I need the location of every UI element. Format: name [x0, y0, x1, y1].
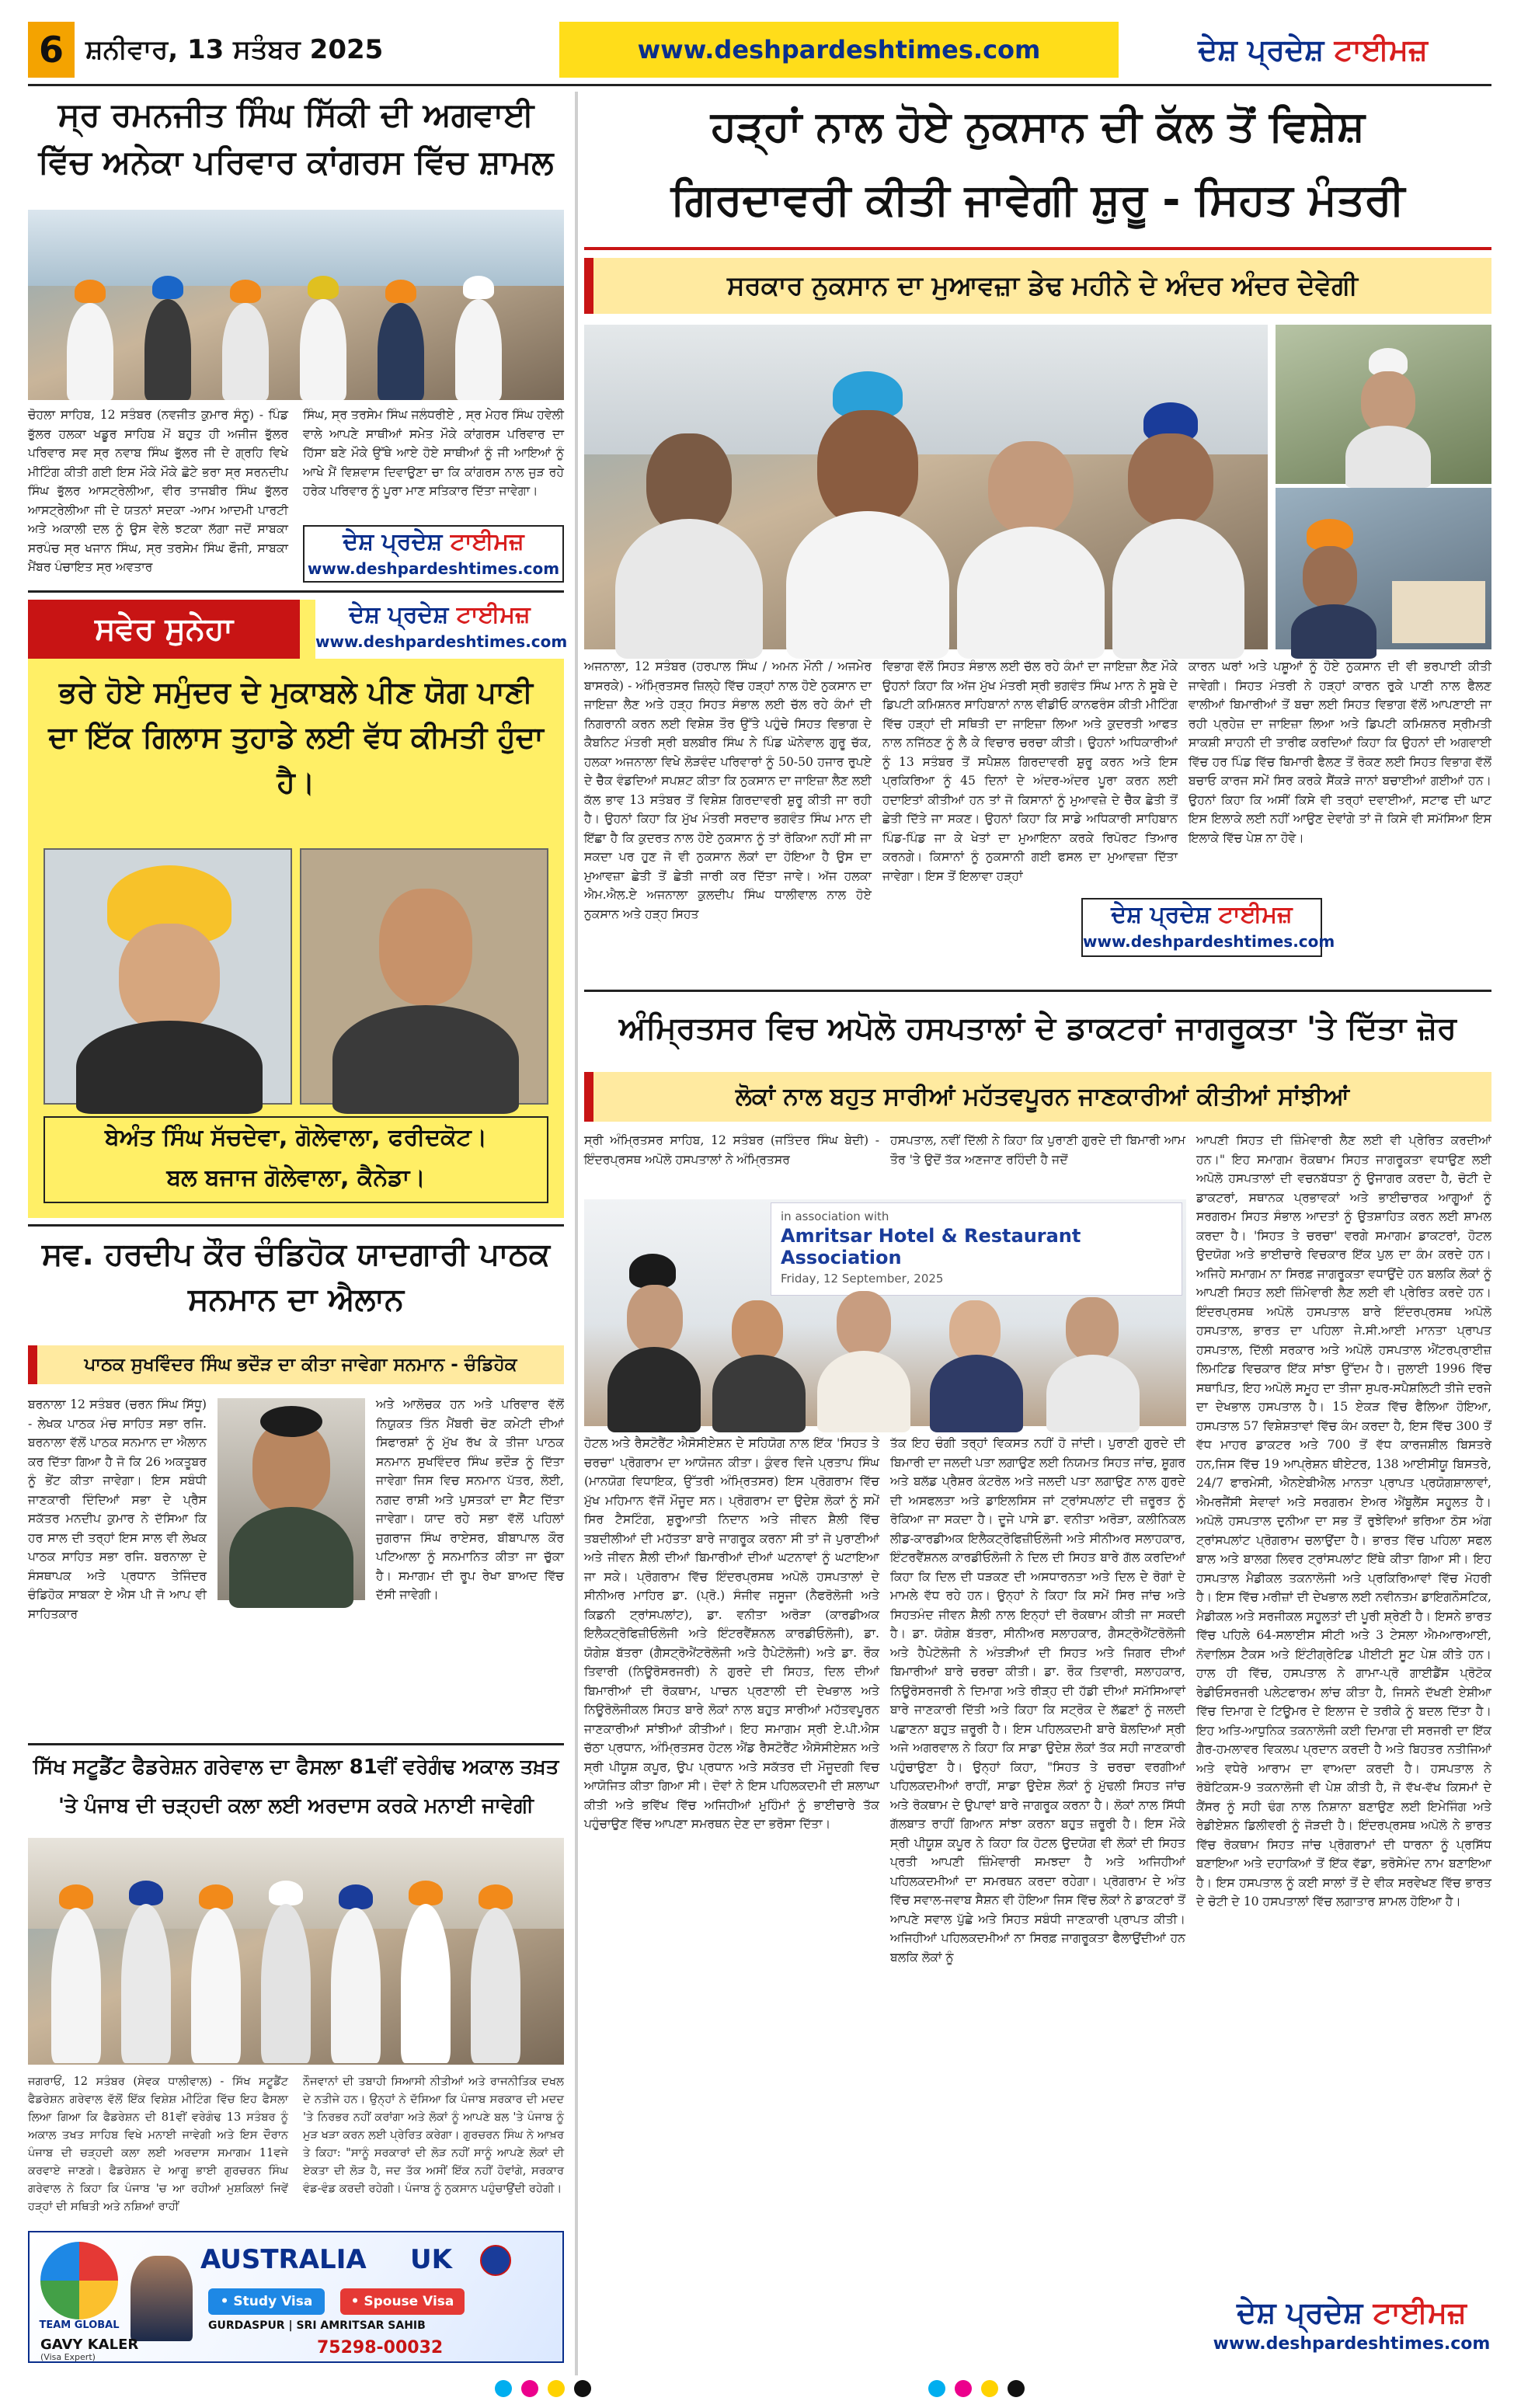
brand-name-part2: ਟਾਈਮਜ਼	[1218, 901, 1293, 928]
ad-country-1: AUSTRALIA	[200, 2244, 367, 2275]
brand-name-part1: ਦੇਸ਼ ਪ੍ਰਦੇਸ਼	[349, 601, 457, 628]
reader-photo	[218, 1398, 365, 1600]
event-banner-line1: in association with	[781, 1209, 889, 1223]
apollo-col1-bottom: ਹੋਟਲ ਅਤੇ ਰੈਸਟੋਰੈਂਟ ਐਸੋਸੀਏਸ਼ਨ ਦੇ ਸਹਿਯੋਗ ਨਾਲ ਇੱਕ 'ਸਿਹਤ ਤੇ ਚਰਚਾ' ਪ੍ਰੋਗਰਾਮ ਦਾ ਆਯੋਜਨ ਕੀਤਾ। ਕੁੰਵਰ ਵਿਜੇ ਪ੍ਰਤਾਪ ਸਿੰਘ (ਮਾਨਯੋਗ ਵਿਧਾਇਕ, ਉੱਤਰੀ ਅੰਮ੍ਰਿਤਸਰ) ਇਸ ਪ੍ਰੋਗਰਾਮ ਵਿੱਚ ਮੁੱਖ ਮਹਿਮਾਨ ਵੱਜੋਂ ਮੌਜੂਦ ਸਨ। ਪ੍ਰੋਗਰਾਮ ਦਾ ਉਦੇਸ਼ ਲੋਕਾਂ ਨੂੰ ਸਮੇਂ ਸਿਰ ਟੈਸਟਿੰਗ, ਸ਼ੁਰੂਆਤੀ ਨਿਦਾਨ ਅਤੇ ਜੀਵਨ ਸ਼ੈਲੀ ਵਿੱਚ ਤਬਦੀਲੀਆਂ ਦੀ ਮਹੱਤਤਾ ਬਾਰੇ ਜਾਗਰੂਕ ਕਰਨਾ ਸੀ ਤਾਂ ਜੋ ਪੁਰਾਣੀਆਂ ਅਤੇ ਜੀਵਨ ਸ਼ੈਲੀ ਦੀਆਂ ਬਿਮਾਰੀਆਂ ਦੀਆਂ ਘਟਨਾਵਾਂ ਨੂੰ ਘਟਾਇਆ ਜਾ ਸਕੇ। ਪ੍ਰੋਗਰਾਮ ਵਿੱਚ ਇੰਦਰਪ੍ਰਸਥ ਅਪੋਲੋ ਹਸਪਤਾਲਾਂ ਦੇ ਸੀਨੀਅਰ ਮਾਹਿਰ ਡਾ. (ਪ੍ਰੋ.) ਸੰਜੀਵ ਜਸੂਜਾ (ਨੈਫਰੋਲੋਜੀ ਅਤੇ ਕਿਡਨੀ ਟ੍ਰਾਂਸਪਲਾਂਟ), ਡਾ. ਵਨੀਤਾ ਅਰੋੜਾ (ਕਾਰਡੀਅਕ ਇਲੈਕਟ੍ਰੋਫਿਜ਼ੀਓਲੋਜੀ ਅਤੇ ਇੰਟਰਵੈਂਸ਼ਨਲ ਕਾਰਡੀਓਲੋਜੀ), ਡਾ. ਯੋਗੇਸ਼ ਬੱਤਰਾ (ਗੈਸਟ੍ਰੋਐਂਟਰੋਲੋਜੀ ਅਤੇ ਹੈਪੇਟੋਲੋਜੀ) ਅਤੇ ਡਾ. ਰੌਕ ਤਿਵਾਰੀ (ਨਿਊਰੋਸਰਜਰੀ) ਨੇ ਗੁਰਦੇ ਦੀ ਸਿਹਤ, ਦਿਲ ਦੀਆਂ ਬਿਮਾਰੀਆਂ ਦੀ ਰੋਕਥਾਮ, ਪਾਚਨ ਪ੍ਰਣਾਲੀ ਦੀ ਦੇਖਭਾਲ ਅਤੇ ਨਿਊਰੋਲੋਜੀਕਲ ਸਿਹਤ ਬਾਰੇ ਲੋਕਾਂ ਨਾਲ ਬਹੁਤ ਸਾਰੀਆਂ ਮਹੱਤਵਪੂਰਨ ਜਾਣਕਾਰੀਆਂ ਸਾਂਝੀਆਂ ਕੀਤੀਆਂ। ਇਹ ਸਮਾਗਮ ਸ੍ਰੀ ਏ.ਪੀ.ਐਸ ਚੱਠਾ ਪ੍ਰਧਾਨ, ਅੰਮ੍ਰਿਤਸਰ ਹੋਟਲ ਐਂਡ ਰੈਸਟੋਰੈਂਟ ਐਸੋਸੀਏਸ਼ਨ ਅਤੇ ਸ੍ਰੀ ਪੀਯੂਸ਼ ਕਪੂਰ, ਉਪ ਪ੍ਰਧਾਨ ਅਤੇ ਸਕੱਤਰ ਦੀ ਮੌਜੂਦਗੀ ਵਿਚ ਆਯੋਜਿਤ ਕੀਤਾ ਗਿਆ ਸੀ। ਦੋਵਾਂ ਨੇ ਇਸ ਪਹਿਲਕਦਮੀ ਦੀ ਸ਼ਲਾਘਾ ਕੀਤੀ ਅਤੇ ਭਵਿੱਖ ਵਿੱਚ ਅਜਿਹੀਆਂ ਮੁਹਿੰਮਾਂ ਨੂੰ ਭਾਈਚਾਰੇ ਤੱਕ ਪਹੁੰਚਾਉਣ ਵਿੱਚ ਆਪਣਾ ਸਮਰਥਨ ਦੇਣ ਦਾ ਭਰੋਸਾ ਦਿੱਤਾ।	[584, 1436, 879, 1831]
masthead-part1: ਦੇਸ਼ ਪ੍ਰਦੇਸ਼	[1198, 33, 1335, 67]
column-divider	[575, 92, 578, 2375]
story-congress-col2: ਸਿੰਘ, ਸ੍ਰ ਤਰਸੇਮ ਸਿੰਘ ਜਲੰਧਰੀਏ , ਸ੍ਰ ਮੇਹਰ ਸਿੰਘ ਹਵੇਲੀ ਵਾਲੇ ਆਪਣੇ ਸਾਥੀਆਂ ਸਮੇਤ ਮੌਕੇ ਕਾਂਗਰਸ ਪਰਿਵਾਰ ਦਾ ਹਿੱਸਾ ਬਣੇ ਮੌਕੇ ਉੱਥੇ ਆਏ ਹੋਏ ਸਾਥੀਆਂ ਨੂੰ ਜੀ ਆਇਆਂ ਨੂੰ ਆਖੇ ਮੈਂ ਵਿਸ਼ਵਾਸ ਦਿਵਾਉਣਾ ਚਾ ਕਿ ਕਾਂਗਰਸ ਨਾਲ ਜੁੜ ਰਹੇ ਹਰੇਕ ਪਰਿਵਾਰ ਨੂੰ ਪੂਰਾ ਮਾਣ ਸਤਿਕਾਰ ਦਿੱਤਾ ਜਾਵੇਗਾ।	[303, 408, 564, 498]
divider	[28, 1224, 564, 1227]
ad-agent-name: GAVY KALER	[40, 2337, 139, 2353]
ad-country-2: UK	[410, 2244, 452, 2275]
apollo-col2-top: ਹਸਪਤਾਲ, ਨਵੀਂ ਦਿੱਲੀ ਨੇ ਕਿਹਾ ਕਿ ਪੁਰਾਣੀ ਗੁਰਦੇ ਦੀ ਬਿਮਾਰੀ ਆਮ ਤੌਰ 'ਤੇ ਉਦੋਂ ਤੱਕ ਅਣਜਾਣ ਰਹਿੰਦੀ ਹੈ ਜਦੋਂ	[890, 1133, 1185, 1167]
story-congress-headline: ਸ੍ਰ ਰਮਨਜੀਤ ਸਿੰਘ ਸਿੱਕੀ ਦੀ ਅਗਵਾਈ ਵਿੱਚ ਅਨੇਕਾ ਪਰਿਵਾਰ ਕਾਂਗਰਸ ਵਿੱਚ ਸ਼ਾਮਲ	[38, 96, 554, 181]
morning-message-title: ਸਵੇਰ ਸੁਨੇਹਾ	[28, 600, 300, 659]
registration-dot	[495, 2380, 512, 2397]
morning-message-text: ਭਰੇ ਹੋਏ ਸਮੁੰਦਰ ਦੇ ਮੁਕਾਬਲੇ ਪੀਣ ਯੋਗ ਪਾਣੀ ਦਾ ਇੱਕ ਗਿਲਾਸ ਤੁਹਾਡੇ ਲਈ ਵੱਧ ਕੀਮਤੀ ਹੁੰਦਾ ਹੈ।	[48, 675, 544, 799]
ad-team-name: TEAM GLOBAL	[39, 2319, 120, 2331]
divider	[584, 990, 1491, 992]
brand-url[interactable]: www.deshpardeshtimes.com	[1083, 932, 1335, 951]
ad-location: GURDASPUR | SRI AMRITSAR SAHIB	[208, 2319, 426, 2332]
apollo-col2-bottom: ਤੱਕ ਇਹ ਚੰਗੀ ਤਰ੍ਹਾਂ ਵਿਕਸਤ ਨਹੀਂ ਹੋ ਜਾਂਦੀ। ਪੁਰਾਣੀ ਗੁਰਦੇ ਦੀ ਬਿਮਾਰੀ ਦਾ ਜਲਦੀ ਪਤਾ ਲਗਾਉਣ ਲਈ ਨਿਯਮਤ ਸਿਹਤ ਜਾਂਚ, ਸ਼ੂਗਰ ਅਤੇ ਬਲੱਡ ਪ੍ਰੈਸ਼ਰ ਕੰਟਰੋਲ ਅਤੇ ਜਲਦੀ ਪਤਾ ਲਗਾਉਣ ਨਾਲ ਗੁਰਦੇ ਦੀ ਅਸਫਲਤਾ ਅਤੇ ਡਾਇਲਸਿਸ ਜਾਂ ਟ੍ਰਾਂਸਪਲਾਂਟ ਦੀ ਜ਼ਰੂਰਤ ਨੂੰ ਰੋਕਿਆ ਜਾ ਸਕਦਾ ਹੈ। ਦੂਜੇ ਪਾਸੇ ਡਾ. ਵਨੀਤਾ ਅਰੋੜਾ, ਕਲੀਨਿਕਲ ਲੀਡ-ਕਾਰਡੀਅਕ ਇਲੈਕਟ੍ਰੋਫਿਜ਼ੀਓਲੋਜੀ ਅਤੇ ਸੀਨੀਅਰ ਸਲਾਹਕਾਰ, ਇੰਟਰਵੈਂਸ਼ਨਲ ਕਾਰਡੀਓਲੋਜੀ ਨੇ ਦਿਲ ਦੀ ਸਿਹਤ ਬਾਰੇ ਗੱਲ ਕਰਦਿਆਂ ਕਿਹਾ ਕਿ ਦਿਲ ਦੀ ਧੜਕਣ ਦੀ ਅਸਧਾਰਨਤਾ ਅਤੇ ਦਿਲ ਦੇ ਰੋਗਾਂ ਦੇ ਮਾਮਲੇ ਵੱਧ ਰਹੇ ਹਨ। ਉਨ੍ਹਾਂ ਨੇ ਕਿਹਾ ਕਿ ਸਮੇਂ ਸਿਰ ਜਾਂਚ ਅਤੇ ਸਿਹਤਮੰਦ ਜੀਵਨ ਸ਼ੈਲੀ ਨਾਲ ਇਨ੍ਹਾਂ ਦੀ ਰੋਕਥਾਮ ਕੀਤੀ ਜਾ ਸਕਦੀ ਹੈ। ਡਾ. ਯੋਗੇਸ਼ ਬੱਤਰਾ, ਸੀਨੀਅਰ ਸਲਾਹਕਾਰ, ਗੈਸਟ੍ਰੋਐਂਟਰੋਲੋਜੀ ਅਤੇ ਹੈਪੇਟੋਲੋਜੀ ਨੇ ਅੰਤੜੀਆਂ ਦੀ ਸਿਹਤ ਅਤੇ ਜਿਗਰ ਦੀਆਂ ਬਿਮਾਰੀਆਂ ਬਾਰੇ ਚਰਚਾ ਕੀਤੀ। ਡਾ. ਰੌਕ ਤਿਵਾਰੀ, ਸਲਾਹਕਾਰ, ਨਿਊਰੋਸਰਜਰੀ ਨੇ ਦਿਮਾਗ ਅਤੇ ਰੀੜ੍ਹ ਦੀ ਹੱਡੀ ਦੀਆਂ ਸਮੱਸਿਆਵਾਂ ਬਾਰੇ ਜਾਣਕਾਰੀ ਦਿੱਤੀ ਅਤੇ ਕਿਹਾ ਕਿ ਸਟ੍ਰੋਕ ਦੇ ਲੱਛਣਾਂ ਨੂੰ ਜਲਦੀ ਪਛਾਣਨਾ ਬਹੁਤ ਜ਼ਰੂਰੀ ਹੈ। ਇਸ ਪਹਿਲਕਦਮੀ ਬਾਰੇ ਬੋਲਦਿਆਂ ਸ੍ਰੀ ਅਜੇ ਅਗਰਵਾਲ ਨੇ ਕਿਹਾ ਕਿ ਸਾਡਾ ਉਦੇਸ਼ ਲੋਕਾਂ ਤੱਕ ਸਹੀ ਜਾਣਕਾਰੀ ਪਹੁੰਚਾਉਣਾ ਹੈ। ਉਨ੍ਹਾਂ ਕਿਹਾ, "ਸਿਹਤ ਤੇ ਚਰਚਾ ਵਰਗੀਆਂ ਪਹਿਲਕਦਮੀਆਂ ਰਾਹੀਂ, ਸਾਡਾ ਉਦੇਸ਼ ਲੋਕਾਂ ਨੂੰ ਮੁੱਢਲੀ ਸਿਹਤ ਜਾਂਚ ਅਤੇ ਰੋਕਥਾਮ ਦੇ ਉਪਾਵਾਂ ਬਾਰੇ ਜਾਗਰੂਕ ਕਰਨਾ ਹੈ। ਲੋਕਾਂ ਨਾਲ ਸਿੱਧੀ ਗੱਲਬਾਤ ਰਾਹੀਂ ਗਿਆਨ ਸਾਂਝਾ ਕਰਨਾ ਬਹੁਤ ਜ਼ਰੂਰੀ ਹੈ। ਇਸ ਮੌਕੇ ਸ੍ਰੀ ਪੀਯੂਸ਼ ਕਪੂਰ ਨੇ ਕਿਹਾ ਕਿ ਹੋਟਲ ਉਦਯੋਗ ਵੀ ਲੋਕਾਂ ਦੀ ਸਿਹਤ ਪ੍ਰਤੀ ਆਪਣੀ ਜ਼ਿੰਮੇਵਾਰੀ ਸਮਝਦਾ ਹੈ ਅਤੇ ਅਜਿਹੀਆਂ ਪਹਿਲਕਦਮੀਆਂ ਦਾ ਸਮਰਥਨ ਕਰਦਾ ਰਹੇਗਾ। ਪ੍ਰੋਗਰਾਮ ਦੇ ਅੰਤ ਵਿੱਚ ਸਵਾਲ-ਜਵਾਬ ਸੈਸ਼ਨ ਵੀ ਹੋਇਆ ਜਿਸ ਵਿੱਚ ਲੋਕਾਂ ਨੇ ਡਾਕਟਰਾਂ ਤੋਂ ਆਪਣੇ ਸਵਾਲ ਪੁੱਛੇ ਅਤੇ ਸਿਹਤ ਸਬੰਧੀ ਜਾਣਕਾਰੀ ਪ੍ਰਾਪਤ ਕੀਤੀ। ਅਜਿਹੀਆਂ ਪਹਿਲਕਦਮੀਆਂ ਨਾ ਸਿਰਫ਼ ਜਾਗਰੂਕਤਾ ਫੈਲਾਉਂਦੀਆਂ ਹਨ ਬਲਕਿ ਲੋਕਾਂ ਨੂੰ	[890, 1436, 1185, 1964]
minister-visit-photo	[584, 325, 1268, 649]
event-banner	[771, 1202, 1182, 1296]
main-headline-line2: ਗਿਰਦਾਵਰੀ ਕੀਤੀ ਜਾਵੇਗੀ ਸ਼ੁਰੂ - ਸਿਹਤ ਮੰਤਰੀ	[670, 175, 1405, 225]
masthead-part2: ਟਾਈਮਜ਼	[1334, 33, 1428, 67]
portrait-caption-line1: ਬੇਅੰਤ ਸਿੰਘ ਸੱਚਦੇਵਾ, ਗੋਲੇਵਾਲਾ, ਫਰੀਦਕੋਟ।	[104, 1124, 488, 1151]
brand-name-part1: ਦੇਸ਼ ਪ੍ਰਦੇਸ਼	[1111, 901, 1219, 928]
ad-service-1: • Study Visa	[208, 2288, 325, 2315]
registration-dot	[548, 2380, 565, 2397]
main-story-col2: ਵਿਭਾਗ ਵੱਲੋਂ ਸਿਹਤ ਸੰਭਾਲ ਲਈ ਚੱਲ ਰਹੇ ਕੰਮਾਂ ਦਾ ਜਾਇਜ਼ਾ ਲੈਣ ਮੌਕੇ ਉਹਨਾਂ ਕਿਹਾ ਕਿ ਅੱਜ ਮੁੱਖ ਮੰਤਰੀ ਸ੍ਰੀ ਭਗਵੰਤ ਸਿੰਘ ਮਾਨ ਨੇ ਸੂਬੇ ਦੇ ਡਿਪਟੀ ਕਮਿਸ਼ਨਰ ਸਾਹਿਬਾਨਾਂ ਨਾਲ ਵੀਡੀਓ ਕਾਨਫਰੰਸ ਕੀਤੀ ਮੀਟਿੰਗ ਵਿੱਚ ਹੜ੍ਹਾਂ ਦੀ ਸਥਿਤੀ ਦਾ ਜਾਇਜ਼ਾ ਲਿਆ ਅਤੇ ਕੁਦਰਤੀ ਆਫਤ ਨਾਲ ਨਜਿੱਠਣ ਨੂੰ ਲੈ ਕੇ ਵਿਚਾਰ ਚਰਚਾ ਕੀਤੀ। ਉਹਨਾਂ ਅਧਿਕਾਰੀਆਂ ਨੂੰ 13 ਸਤੰਬਰ ਤੋਂ ਸਪੈਸ਼ਲ ਗਿਰਦਾਵਰੀ ਸ਼ੁਰੂ ਕਰਨ ਅਤੇ ਇਸ ਪ੍ਰਕਿਰਿਆ ਨੂੰ 45 ਦਿਨਾਂ ਦੇ ਅੰਦਰ-ਅੰਦਰ ਪੂਰਾ ਕਰਨ ਲਈ ਹਦਾਇਤਾਂ ਕੀਤੀਆਂ ਹਨ ਤਾਂ ਜੋ ਕਿਸਾਨਾਂ ਨੂੰ ਮੁਆਵਜ਼ੇ ਦੇ ਚੈੱਕ ਛੇਤੀ ਤੋਂ ਛੇਤੀ ਦਿੱਤੇ ਜਾ ਸਕਣ। ਉਹਨਾਂ ਕਿਹਾ ਕਿ ਸਾਡੇ ਅਧਿਕਾਰੀ ਸਾਹਿਬਾਨ ਪਿੰਡ-ਪਿੰਡ ਜਾ ਕੇ ਖੇਤਾਂ ਦਾ ਮੁਆਇਨਾ ਕਰਕੇ ਰਿਪੋਰਟ ਤਿਆਰ ਕਰਨਗੇ। ਕਿਸਾਨਾਂ ਨੂੰ ਨੁਕਸਾਨੀ ਗਈ ਫਸਲ ਦਾ ਮੁਆਵਜ਼ਾ ਦਿੱਤਾ ਜਾਵੇਗਾ। ਇਸ ਤੋਂ ਇਲਾਵਾ ਹੜ੍ਹਾਂ	[882, 659, 1178, 883]
main-subhead: ਸਰਕਾਰ ਨੁਕਸਾਨ ਦਾ ਮੁਆਵਜ਼ਾ ਡੇਢ ਮਹੀਨੇ ਦੇ ਅੰਦਰ ਅੰਦਰ ਦੇਵੇਗੀ	[584, 258, 1491, 314]
apollo-event-photo	[584, 1199, 1186, 1426]
apollo-subhead: ਲੋਕਾਂ ਨਾਲ ਬਹੁਤ ਸਾਰੀਆਂ ਮਹੱਤਵਪੂਰਨ ਜਾਣਕਾਰੀਆਂ ਕੀਤੀਆਂ ਸਾਂਝੀਆਂ	[584, 1072, 1491, 1122]
brand-badge-2	[315, 600, 568, 659]
federation-headline: ਸਿੱਖ ਸਟੂਡੈਂਟ ਫੈਡਰੇਸ਼ਨ ਗਰੇਵਾਲ ਦਾ ਫੈਸਲਾ 81ਵੀਂ ਵਰੇਗੰਢ ਅਕਾਲ ਤਖ਼ਤ 'ਤੇ ਪੰਜਾਬ ਦੀ ਚੜ੍ਹਦੀ ਕਲਾ ਲਈ ਅਰਦਾਸ ਕਰਕੇ ਮਨਾਈ ਜਾਵੇਗੀ	[33, 1756, 559, 1818]
apollo-col1-top: ਸ੍ਰੀ ਅੰਮ੍ਰਿਤਸਰ ਸਾਹਿਬ, 12 ਸਤੰਬਰ (ਜਤਿੰਦਰ ਸਿੰਘ ਬੇਦੀ) - ਇੰਦਰਪ੍ਰਸਥ ਅਪੋਲੋ ਹਸਪਤਾਲਾਂ ਨੇ ਅੰਮ੍ਰਿਤਸਰ	[584, 1133, 879, 1167]
page-number: 6	[28, 22, 75, 78]
federation-col1: ਜਗਰਾਓਂ, 12 ਸਤੰਬਰ (ਸੇਵਕ ਧਾਲੀਵਾਲ) - ਸਿੱਖ ਸਟੂਡੈਂਟ ਫੈਡਰੇਸ਼ਨ ਗਰੇਵਾਲ ਵੱਲੋਂ ਇੱਕ ਵਿਸ਼ੇਸ਼ ਮੀਟਿੰਗ ਵਿੱਚ ਇਹ ਫੈਸਲਾ ਲਿਆ ਗਿਆ ਕਿ ਫੈਡਰੇਸ਼ਨ ਦੀ 81ਵੀਂ ਵਰੇਗੰਢ 13 ਸਤੰਬਰ ਨੂੰ ਅਕਾਲ ਤਖਤ ਸਾਹਿਬ ਵਿਖੇ ਮਨਾਈ ਜਾਵੇਗੀ ਅਤੇ ਇਸ ਦੌਰਾਨ ਪੰਜਾਬ ਦੀ ਚੜ੍ਹਦੀ ਕਲਾ ਲਈ ਅਰਦਾਸ ਸਮਾਗਮ 11ਵਜੇ ਕਰਵਾਏ ਜਾਣਗੇ। ਫੈਡਰੇਸ਼ਨ ਦੇ ਆਗੂ ਭਾਈ ਗੁਰਚਰਨ ਸਿੰਘ ਗਰੇਵਾਲ ਨੇ ਕਿਹਾ ਕਿ ਪੰਜਾਬ 'ਚ ਆ ਰਹੀਆਂ ਮੁਸ਼ਕਿਲਾਂ ਜਿਵੇਂ ਹੜ੍ਹਾਂ ਦੀ ਸਥਿਤੀ ਅਤੇ ਨਸ਼ਿਆਂ ਰਾਹੀਂ	[28, 2075, 288, 2213]
issue-date: ਸ਼ਨੀਵਾਰ, 13 ਸਤੰਬਰ 2025	[85, 34, 384, 65]
brand-name-part2: ਟਾਈਮਜ਼	[456, 601, 531, 628]
portrait-photo-2	[300, 848, 548, 1105]
morning-message-box	[28, 600, 568, 1218]
footer-brand-part2: ਟਾਈਮਜ਼	[1373, 2295, 1467, 2330]
registration-dot	[574, 2380, 591, 2397]
divider	[28, 590, 564, 593]
federation-col2: ਨੌਜਵਾਨਾਂ ਦੀ ਤਬਾਹੀ ਸਿਆਸੀ ਨੀਤੀਆਂ ਅਤੇ ਰਾਜਨੀਤਿਕ ਦਖਲ ਦੇ ਨਤੀਜੇ ਹਨ। ਉਨ੍ਹਾਂ ਨੇ ਦੱਸਿਆ ਕਿ ਪੰਜਾਬ ਸਰਕਾਰ ਦੀ ਮਦਦ 'ਤੇ ਨਿਰਭਰ ਨਹੀਂ ਕਰਾਂਗਾ ਅਤੇ ਲੋਕਾਂ ਨੂੰ ਆਪਣੇ ਬਲ 'ਤੇ ਪੰਜਾਬ ਨੂੰ ਮੁੜ ਖੜਾ ਕਰਨ ਲਈ ਪ੍ਰੇਰਿਤ ਕਰੇਗਾ। ਗੁਰਚਰਨ ਸਿੰਘ ਨੇ ਆਖ਼ਰ ਤੇ ਕਿਹਾ: "ਸਾਨੂੰ ਸਰਕਾਰਾਂ ਦੀ ਲੋੜ ਨਹੀਂ ਸਾਨੂੰ ਆਪਣੇ ਲੋਕਾਂ ਦੀ ਏਕਤਾ ਦੀ ਲੋੜ ਹੈ, ਜਦ ਤੱਕ ਅਸੀਂ ਇੱਕ ਨਹੀਂ ਹੋਵਾਂਗੇ, ਸਰਕਾਰ ਵੰਡ-ਵੰਡ ਕਰਦੀ ਰਹੇਗੀ। ਪੰਜਾਬ ਨੂੰ ਨੁਕਸਾਨ ਪਹੁੰਚਾਉਂਦੀ ਰਹੇਗੀ।	[303, 2075, 564, 2195]
portrait-caption	[44, 1116, 548, 1203]
registration-dot	[928, 2380, 945, 2397]
ad-service-2: • Spouse Visa	[340, 2288, 465, 2315]
brand-url[interactable]: www.deshpardeshtimes.com	[315, 632, 568, 651]
uk-flag-icon	[480, 2245, 511, 2276]
divider	[584, 247, 1491, 250]
footer-brand-url[interactable]: www.deshpardeshtimes.com	[1213, 2334, 1491, 2354]
apollo-col3: ਆਪਣੀ ਸਿਹਤ ਦੀ ਜ਼ਿੰਮੇਵਾਰੀ ਲੈਣ ਲਈ ਵੀ ਪ੍ਰੇਰਿਤ ਕਰਦੀਆਂ ਹਨ।" ਇਹ ਸਮਾਗਮ ਰੋਕਥਾਮ ਸਿਹਤ ਜਾਗਰੂਕਤਾ ਵਧਾਉਣ ਲਈ ਅਪੋਲੋ ਹਸਪਤਾਲਾਂ ਦੀ ਵਚਨਬੱਧਤਾ ਨੂੰ ਉਜਾਗਰ ਕਰਦਾ ਹੈ, ਚੋਟੀ ਦੇ ਡਾਕਟਰਾਂ, ਸਥਾਨਕ ਪ੍ਰਭਾਵਕਾਂ ਅਤੇ ਭਾਈਚਾਰਕ ਆਗੂਆਂ ਨੂੰ ਸਰਗਰਮ ਸਿਹਤ ਸੰਭਾਲ ਆਦਤਾਂ ਨੂੰ ਉਤਸ਼ਾਹਿਤ ਕਰਨ ਲਈ ਸ਼ਾਮਲ ਕਰਦਾ ਹੈ। 'ਸਿਹਤ ਤੇ ਚਰਚਾ' ਵਰਗੇ ਸਮਾਗਮ ਡਾਕਟਰਾਂ, ਹੋਟਲ ਉਦਯੋਗ ਅਤੇ ਭਾਈਚਾਰੇ ਵਿਚਕਾਰ ਇੱਕ ਪੁਲ ਦਾ ਕੰਮ ਕਰਦੇ ਹਨ। ਅਜਿਹੇ ਸਮਾਗਮ ਨਾ ਸਿਰਫ਼ ਜਾਗਰੂਕਤਾ ਵਧਾਉਂਦੇ ਹਨ ਬਲਕਿ ਲੋਕਾਂ ਨੂੰ ਆਪਣੀ ਸਿਹਤ ਲਈ ਜ਼ਿੰਮੇਵਾਰੀ ਲੈਣ ਲਈ ਵੀ ਪ੍ਰੇਰਿਤ ਕਰਦੇ ਹਨ। ਇੰਦਰਪ੍ਰਸਥ ਅਪੋਲੋ ਹਸਪਤਾਲ ਬਾਰੇ ਇੰਦਰਪ੍ਰਸਥ ਅਪੋਲੋ ਹਸਪਤਾਲ, ਭਾਰਤ ਦਾ ਪਹਿਲਾ ਜੇ.ਸੀ.ਆਈ ਮਾਨਤਾ ਪ੍ਰਾਪਤ ਹਸਪਤਾਲ, ਦਿੱਲੀ ਸਰਕਾਰ ਅਤੇ ਅਪੋਲੋ ਹਸਪਤਾਲ ਐਂਟਰਪ੍ਰਾਈਜ਼ ਲਿਮਟਿਡ ਵਿਚਕਾਰ ਇੱਕ ਸਾਂਝਾ ਉੱਦਮ ਹੈ। ਜੁਲਾਈ 1996 ਵਿੱਚ ਸਥਾਪਿਤ, ਇਹ ਅਪੋਲੋ ਸਮੂਹ ਦਾ ਤੀਜਾ ਸੁਪਰ-ਸਪੈਸ਼ਲਿਟੀ ਤੀਜੇ ਦਰਜੇ ਦਾ ਦੇਖਭਾਲ ਹਸਪਤਾਲ ਹੈ। 15 ਏਕੜ ਵਿੱਚ ਫੈਲਿਆ ਹੋਇਆ, ਹਸਪਤਾਲ 57 ਵਿਸ਼ੇਸ਼ਤਾਵਾਂ ਵਿੱਚ ਕੰਮ ਕਰਦਾ ਹੈ, ਇਸ ਵਿੱਚ 300 ਤੋਂ ਵੱਧ ਮਾਹਰ ਡਾਕਟਰ ਅਤੇ 700 ਤੋਂ ਵੱਧ ਕਾਰਜਸ਼ੀਲ ਬਿਸਤਰੇ ਹਨ,ਜਿਸ ਵਿੱਚ 19 ਆਪ੍ਰੇਸ਼ਨ ਥੀਏਟਰ, 138 ਆਈਸੀਯੂ ਬਿਸਤਰੇ, 24/7 ਫਾਰਮੇਸੀ, ਐਨਏਬੀਐਲ ਮਾਨਤਾ ਪ੍ਰਾਪਤ ਪ੍ਰਯੋਗਸ਼ਾਲਾਵਾਂ, ਐਮਰਜੈਂਸੀ ਸੇਵਾਵਾਂ ਅਤੇ ਸਰਗਰਮ ਏਅਰ ਐਂਬੂਲੈਂਸ ਸਹੂਲਤ ਹੈ। ਅਪੋਲੋ ਹਸਪਤਾਲ ਦੁਨੀਆ ਦਾ ਸਭ ਤੋਂ ਰੁਝੇਵਿਆਂ ਭਰਿਆ ਠੋਸ ਅੰਗ ਟ੍ਰਾਂਸਪਲਾਂਟ ਪ੍ਰੋਗਰਾਮ ਚਲਾਉਂਦਾ ਹੈ। ਭਾਰਤ ਵਿੱਚ ਪਹਿਲਾ ਸਫਲ ਬਾਲ ਅਤੇ ਬਾਲਗ ਲਿਵਰ ਟ੍ਰਾਂਸਪਲਾਂਟ ਇੱਥੇ ਕੀਤਾ ਗਿਆ ਸੀ। ਇਹ ਹਸਪਤਾਲ ਮੈਡੀਕਲ ਤਕਨਾਲੋਜੀ ਅਤੇ ਪ੍ਰਕਿਰਿਆਵਾਂ ਵਿੱਚ ਮੋਹਰੀ ਹੈ। ਇਸ ਵਿੱਚ ਮਰੀਜ਼ਾਂ ਦੀ ਦੇਖਭਾਲ ਲਈ ਨਵੀਨਤਮ ਡਾਇਗਨੌਸਟਿਕ, ਮੈਡੀਕਲ ਅਤੇ ਸਰਜੀਕਲ ਸਹੂਲਤਾਂ ਦੀ ਪੂਰੀ ਸ਼੍ਰੇਣੀ ਹੈ। ਇਸਨੇ ਭਾਰਤ ਵਿੱਚ ਪਹਿਲੇ 64-ਸਲਾਈਸ ਸੀਟੀ ਅਤੇ 3 ਟੇਸਲਾ ਐਮਆਰਆਈ, ਨੋਵਾਲਿਸ ਟੈਕਸ ਅਤੇ ਇੰਟੀਗ੍ਰੇਟਿਡ ਪੀਈਟੀ ਸੂਟ ਪੇਸ਼ ਕੀਤੇ ਹਨ। ਹਾਲ ਹੀ ਵਿੱਚ, ਹਸਪਤਾਲ ਨੇ ਗਾਮਾ-ਪ੍ਰੋ ਗਾਈਡੈਂਸ ਪ੍ਰੋਟੋਕ ਰੇਡੀਓਸਰਜਰੀ ਪਲੇਟਫਾਰਮ ਲਾਂਚ ਕੀਤਾ ਹੈ, ਜਿਸਨੇ ਦੱਖਣੀ ਏਸ਼ੀਆ ਵਿੱਚ ਦਿਮਾਗ ਦੇ ਟਿਊਮਰ ਦੇ ਇਲਾਜ ਦੇ ਤਰੀਕੇ ਨੂੰ ਬਦਲ ਦਿੱਤਾ ਹੈ। ਇਹ ਅਤਿ-ਆਧੁਨਿਕ ਤਕਨਾਲੋਜੀ ਕਈ ਦਿਮਾਗ ਦੀ ਸਰਜਰੀ ਦਾ ਇੱਕ ਗੈਰ-ਹਮਲਾਵਰ ਵਿਕਲਪ ਪ੍ਰਦਾਨ ਕਰਦੀ ਹੈ ਅਤੇ ਬਿਹਤਰ ਨਤੀਜਿਆਂ ਅਤੇ ਵਧੇਰੇ ਆਰਾਮ ਦਾ ਵਾਅਦਾ ਕਰਦੀ ਹੈ। ਹਸਪਤਾਲ ਨੇ ਰੋਬੋਟਿਕਸ-9 ਤਕਨਾਲੋਜੀ ਵੀ ਪੇਸ਼ ਕੀਤੀ ਹੈ, ਜੋ ਵੱਖ-ਵੱਖ ਕਿਸਮਾਂ ਦੇ ਕੈਂਸਰ ਨੂੰ ਸਹੀ ਢੰਗ ਨਾਲ ਨਿਸ਼ਾਨਾ ਬਣਾਉਣ ਲਈ ਇਮੇਜਿੰਗ ਅਤੇ ਰੇਡੀਏਸ਼ਨ ਡਿਲੀਵਰੀ ਨੂੰ ਜੋੜਦੀ ਹੈ। ਇੰਦਰਪ੍ਰਸਥ ਅਪੋਲੋ ਨੇ ਭਾਰਤ ਵਿੱਚ ਰੋਕਥਾਮ ਸਿਹਤ ਜਾਂਚ ਪ੍ਰੋਗਰਾਮਾਂ ਦੀ ਧਾਰਨਾ ਨੂੰ ਪ੍ਰਸਿੱਧ ਬਣਾਇਆ ਅਤੇ ਦਹਾਕਿਆਂ ਤੋਂ ਇੱਕ ਵੱਡਾ, ਭਰੋਸੇਮੰਦ ਨਾਮ ਬਣਾਇਆ ਹੈ। ਇਸ ਹਸਪਤਾਲ ਨੂੰ ਕਈ ਸਾਲਾਂ ਤੋਂ ਦੇ ਵੀਕ ਸਰਵੇਖਣ ਵਿੱਚ ਭਾਰਤ ਦੇ ਚੋਟੀ ਦੇ 10 ਹਸਪਤਾਲਾਂ ਵਿੱਚ ਲਗਾਤਾਰ ਸ਼ਾਮਲ ਹੋਇਆ ਹੈ।	[1196, 1133, 1491, 1909]
portrait-photo-1	[44, 848, 292, 1105]
registration-dot	[521, 2380, 538, 2397]
brand-badge-1	[303, 525, 564, 583]
brand-badge-3	[1081, 898, 1335, 957]
medicine-stall-photo	[1276, 488, 1491, 649]
brand-name-part2: ਟਾਈਮਜ਼	[450, 528, 524, 555]
reader-award-col1: ਬਰਨਾਲਾ 12 ਸਤੰਬਰ (ਚਰਨ ਸਿੰਘ ਸਿੱਧੂ) - ਲੇਖਕ ਪਾਠਕ ਮੰਚ ਸਾਹਿਤ ਸਭਾ ਰਜਿ. ਬਰਨਾਲਾ ਵੱਲੋਂ ਪਾਠਕ ਸਨਮਾਨ ਦਾ ਐਲਾਨ ਕਰ ਦਿੱਤਾ ਗਿਆ ਹੈ ਜੋ ਕਿ 26 ਅਕਤੂਬਰ ਨੂੰ ਭੇਂਟ ਕੀਤਾ ਜਾਵੇਗਾ। ਇਸ ਸਬੰਧੀ ਜਾਣਕਾਰੀ ਦਿੰਦਿਆਂ ਸਭਾ ਦੇ ਪ੍ਰੈਸ ਸਕੱਤਰ ਮਨਦੀਪ ਕੁਮਾਰ ਨੇ ਦੱਸਿਆ ਕਿ ਹਰ ਸਾਲ ਦੀ ਤਰ੍ਹਾਂ ਇਸ ਸਾਲ ਵੀ ਲੇਖਕ ਪਾਠਕ ਸਾਹਿਤ ਸਭਾ ਰਜਿ. ਬਰਨਾਲਾ ਦੇ ਸੰਸਥਾਪਕ ਅਤੇ ਪ੍ਰਧਾਨ ਤੇਜਿੰਦਰ ਚੰਡਿਹੋਕ ਸਾਬਕਾ ਏ ਐਸ ਪੀ ਜੋ ਆਪ ਵੀ ਸਾਹਿਤਕਾਰ	[28, 1397, 207, 1621]
main-headline-line1: ਹੜ੍ਹਾਂ ਨਾਲ ਹੋਏ ਨੁਕਸਾਨ ਦੀ ਕੱਲ ਤੋਂ ਵਿਸ਼ੇਸ਼	[711, 102, 1365, 151]
masthead	[1134, 22, 1491, 78]
reader-award-headline: ਸਵ. ਹਰਦੀਪ ਕੌਰ ਚੰਡਿਹੋਕ ਯਾਦਗਾਰੀ ਪਾਠਕ ਸਨਮਾਨ ਦਾ ਐਲਾਨ	[41, 1237, 551, 1317]
event-banner-line2: Amritsar Hotel & Restaurant Association	[781, 1225, 1081, 1268]
header-website-link[interactable]: www.deshpardeshtimes.com	[637, 35, 1041, 64]
team-global-logo-icon	[40, 2242, 118, 2319]
portrait-caption-line2: ਬਲ ਬਜਾਜ ਗੋਲੇਵਾਲਾ, ਕੈਨੇਡਾ।	[166, 1164, 426, 1192]
header-divider	[28, 84, 1491, 86]
registration-dot	[981, 2380, 998, 2397]
federation-group-photo	[28, 1838, 564, 2065]
divider	[28, 1743, 564, 1745]
apollo-headline: ਅੰਮ੍ਰਿਤਸਰ ਵਿਚ ਅਪੋਲੋ ਹਸਪਤਾਲਾਂ ਦੇ ਡਾਕਟਰਾਂ ਜਾਗਰੂਕਤਾ 'ਤੇ ਦਿੱਤਾ ਜ਼ੋਰ	[619, 1011, 1457, 1046]
story-congress-col1: ਚੋਹਲਾ ਸਾਹਿਬ, 12 ਸਤੰਬਰ (ਨਵਜੀਤ ਕੁਮਾਰ ਸੰਨੂ) - ਪਿੰਡ ਭੁੱਲਰ ਹਲਕਾ ਖਡੂਰ ਸਾਹਿਬ ਮੋਂ ਬਹੁਤ ਹੀ ਅਜੀਜ ਭੁੱਲਰ ਪਰਿਵਾਰ ਸਵ ਸ੍ਰ ਨਵਾਬ ਸਿੰਘ ਭੁੱਲਰ ਜੀ ਦੇ ਗ੍ਰਹਿ ਵਿਖੇ ਮੀਟਿੰਗ ਕੀਤੀ ਗਈ ਇਸ ਮੌਕੇ ਮੌਕੇ ਛੋਟੇ ਭਰਾ ਸ੍ਰ ਸਰਨਦੀਪ ਸਿੰਘ ਭੁੱਲਰ ਆਸਟ੍ਰੇਲੀਆ, ਵੀਰ ਤਾਜਬੀਰ ਸਿੰਘ ਭੁੱਲਰ ਆਸਟ੍ਰੇਲੀਆ ਜੀ ਦੇ ਯਤਨਾਂ ਸਦਕਾ -ਆਮ ਆਦਮੀ ਪਾਰਟੀ ਅਤੇ ਅਕਾਲੀ ਦਲ ਨੂੰ ਉਸ ਵੇਲੇ ਝਟਕਾ ਲੱਗਾ ਜਦੋਂ ਸਾਬਕਾ ਸਰਪੰਚ ਸ੍ਰ ਖਜਾਨ ਸਿੰਘ, ਸ੍ਰ ਤਰਸੇਮ ਸਿੰਘ ਫੌਜੀ, ਸਾਬਕਾ ਮੈਂਬਰ ਪੰਚਾਇਤ ਸ੍ਰ ਅਵਤਾਰ	[28, 408, 288, 574]
brand-url[interactable]: www.deshpardeshtimes.com	[307, 559, 560, 578]
brand-name-part1: ਦੇਸ਼ ਪ੍ਰਦੇਸ਼	[343, 528, 451, 555]
registration-dot	[955, 2380, 972, 2397]
footer-brand-part1: ਦੇਸ਼ ਪ੍ਰਦੇਸ਼	[1237, 2295, 1373, 2330]
reader-award-col2: ਅਤੇ ਆਲੋਚਕ ਹਨ ਅਤੇ ਪਰਿਵਾਰ ਵੱਲੋਂ ਨਿਯੁਕਤ ਤਿੰਨ ਮੈਂਬਰੀ ਚੋਣ ਕਮੇਟੀ ਦੀਆਂ ਸਿਫਾਰਸ਼ਾਂ ਨੂੰ ਮੁੱਖ ਰੱਖ ਕੇ ਤੀਜਾ ਪਾਠਕ ਸਨਮਾਨ ਸੁਖਵਿੰਦਰ ਸਿੰਘ ਭਦੌੜ ਨੂੰ ਦਿੱਤਾ ਜਾਵੇਗਾ ਜਿਸ ਵਿਚ ਸਨਮਾਨ ਪੱਤਰ, ਲੋਈ, ਨਗਦ ਰਾਸ਼ੀ ਅਤੇ ਪੁਸਤਕਾਂ ਦਾ ਸੈੱਟ ਦਿੱਤਾ ਜਾਵੇਗਾ। ਯਾਦ ਰਹੇ ਸਭਾ ਵੱਲੋਂ ਪਹਿਲਾਂ ਜੁਗਰਾਜ ਸਿੰਘ ਰਾਏਸਰ, ਬੀਬਾਪਾਲ ਕੌਰ ਪਟਿਆਲਾ ਨੂੰ ਸਨਮਾਨਿਤ ਕੀਤਾ ਜਾ ਚੁੱਕਾ ਹੈ। ਸਮਾਗਮ ਦੀ ਰੂਪ ਰੇਖਾ ਬਾਅਦ ਵਿੱਚ ਦੱਸੀ ਜਾਵੇਗੀ।	[376, 1397, 564, 1602]
agent-photo	[131, 2256, 193, 2341]
registration-dot	[1008, 2380, 1025, 2397]
ad-agent-title: (Visa Expert)	[40, 2352, 96, 2362]
clinic-visit-photo	[1276, 325, 1491, 484]
header-url-band	[559, 22, 1119, 78]
main-story-col1: ਅਜਨਾਲਾ, 12 ਸਤੰਬਰ (ਹਰਪਾਲ ਸਿੰਘ / ਅਮਨ ਮੌਨੀ / ਅਜਮੇਰ ਬਾਸਰਕੇ) - ਅੰਮ੍ਰਿਤਸਰ ਜ਼ਿਲ੍ਹੇ ਵਿੱਚ ਹੜ੍ਹਾਂ ਨਾਲ ਹੋਏ ਨੁਕਸਾਨ ਦਾ ਜਾਇਜ਼ਾ ਲੈਣ ਅਤੇ ਹੜ੍ਹ ਸਿਹਤ ਸੰਭਾਲ ਲਈ ਚੱਲ ਰਹੇ ਕੰਮਾਂ ਦੀ ਨਿਗਰਾਨੀ ਕਰਨ ਲਈ ਵਿਸ਼ੇਸ਼ ਤੌਰ ਉੱਤੇ ਪਹੁੰਚੇ ਸਿਹਤ ਵਿਭਾਗ ਦੇ ਕੈਬਨਿਟ ਮੰਤਰੀ ਸ੍ਰੀ ਬਲਬੀਰ ਸਿੰਘ ਨੇ ਪਿੰਡ ਘੋਨੇਵਾਲ ਗੁਰੂ ਚੱਕ, ਹਲਕਾ ਅਜਨਾਲਾ ਵਿਖੇ ਲੋੜਵੰਦ ਪਰਿਵਾਰਾਂ ਨੂੰ 50-50 ਹਜਾਰ ਰੁਪਏ ਦੇ ਚੈੱਕ ਵੰਡਦਿਆਂ ਸਪਸ਼ਟ ਕੀਤਾ ਕਿ ਨੁਕਸਾਨ ਦਾ ਜਾਇਜ਼ਾ ਲੈਣ ਲਈ ਕੱਲ ਭਾਵ 13 ਸਤੰਬਰ ਤੋਂ ਵਿਸ਼ੇਸ਼ ਗਿਰਦਾਵਰੀ ਸ਼ੁਰੂ ਕੀਤੀ ਜਾ ਰਹੀ ਹੈ। ਉਹਨਾਂ ਕਿਹਾ ਕਿ ਮੁੱਖ ਮੰਤਰੀ ਸਰਦਾਰ ਭਗਵੰਤ ਸਿੰਘ ਮਾਨ ਦੀ ਇੱਛਾ ਹੈ ਕਿ ਕੁਦਰਤ ਨਾਲ ਹੋਏ ਨੁਕਸਾਨ ਨੂੰ ਤਾਂ ਰੋਕਿਆ ਨਹੀਂ ਸੀ ਜਾ ਸਕਦਾ ਪਰ ਹੁਣ ਜੋ ਵੀ ਨੁਕਸਾਨ ਲੋਕਾਂ ਦਾ ਹੋਇਆ ਹੈ ਉਸ ਦਾ ਮੁਆਵਜ਼ਾ ਛੇਤੀ ਤੋਂ ਛੇਤੀ ਜਾਰੀ ਕਰ ਦਿੱਤਾ ਜਾਵੇ। ਅੱਜ ਹਲਕਾ ਐਮ.ਐਲ.ਏ ਅਜਨਾਲਾ ਕੁਲਦੀਪ ਸਿੰਘ ਧਾਲੀਵਾਲ ਨਾਲ ਹੋਏ ਨੁਕਸਾਨ ਅਤੇ ਹੜ੍ਹ ਸਿਹਤ	[584, 659, 872, 921]
event-banner-line3: Friday, 12 September, 2025	[781, 1272, 944, 1286]
visa-advertisement[interactable]	[28, 2231, 564, 2363]
main-story-col3: ਕਾਰਨ ਘਰਾਂ ਅਤੇ ਪਸ਼ੂਆਂ ਨੂੰ ਹੋਏ ਨੁਕਸਾਨ ਦੀ ਵੀ ਭਰਪਾਈ ਕੀਤੀ ਜਾਵੇਗੀ। ਸਿਹਤ ਮੰਤਰੀ ਨੇ ਹੜ੍ਹਾਂ ਕਾਰਨ ਰੁਕੇ ਪਾਣੀ ਨਾਲ ਫੈਲਣ ਵਾਲੀਆਂ ਬਿਮਾਰੀਆਂ ਤੋਂ ਬਚਾ ਲਈ ਸਿਹਤ ਵਿਭਾਗ ਵੱਲੋਂ ਆਪਣਾਈ ਜਾ ਰਹੀ ਪ੍ਰਹੇਜ਼ ਦਾ ਜਾਇਜ਼ਾ ਲਿਆ ਅਤੇ ਡਿਪਟੀ ਕਮਿਸ਼ਨਰ ਸ੍ਰੀਮਤੀ ਸਾਕਸ਼ੀ ਸਾਹਨੀ ਦੀ ਤਾਰੀਫ ਕਰਦਿਆਂ ਕਿਹਾ ਕਿ ਉਹਨਾਂ ਦੀ ਅਗਵਾਈ ਵਿੱਚ ਹਰ ਪਿੰਡ ਵਿੱਚ ਬਿਮਾਰੀ ਫੈਲਣ ਤੋਂ ਰੋਕਣ ਲਈ ਸਿਹਤ ਵਿਭਾਗ ਵੱਲੋਂ ਬਚਾਓ ਕਾਰਜ ਸਮੇਂ ਸਿਰ ਕਰਕੇ ਸੈਂਕੜੇ ਜਾਨਾਂ ਬਚਾਈਆਂ ਗਈਆਂ ਹਨ। ਉਹਨਾਂ ਕਿਹਾ ਕਿ ਅਸੀਂ ਕਿਸੇ ਵੀ ਤਰ੍ਹਾਂ ਦਵਾਈਆਂ, ਸਟਾਫ ਦੀ ਘਾਟ ਇਸ ਇਲਾਕੇ ਲਈ ਨਹੀਂ ਆਉਣ ਦੇਵਾਂਗੇ ਤਾਂ ਜੋ ਕਿਸੇ ਵੀ ਸਮੱਸਿਆ ਇਸ ਇਲਾਕੇ ਵਿੱਚ ਪੇਸ਼ ਨਾ ਹੋਵੇ।	[1189, 659, 1491, 845]
footer-brand	[1212, 2291, 1491, 2369]
ad-phone[interactable]: 75298-00032	[317, 2338, 444, 2358]
reader-award-subhead: ਪਾਠਕ ਸੁਖਵਿੰਦਰ ਸਿੰਘ ਭਦੌੜ ਦਾ ਕੀਤਾ ਜਾਵੇਗਾ ਸਨਮਾਨ - ਚੰਡਿਹੋਕ	[28, 1345, 564, 1384]
congress-group-photo	[28, 210, 564, 400]
print-registration-marks	[28, 2380, 1491, 2403]
